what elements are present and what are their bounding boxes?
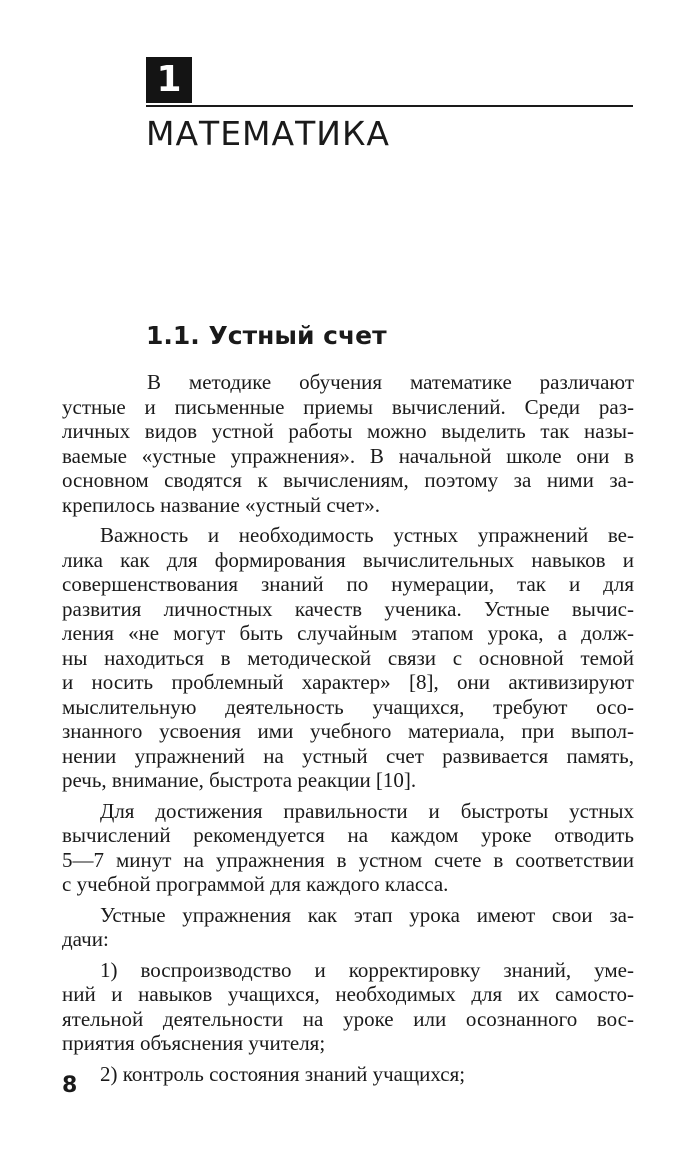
text-line: речь, внимание, быстрота реакции [10]. — [62, 768, 417, 792]
text-line: знанного усвоения ими учебного материала, при выпол- — [62, 719, 634, 743]
chapter-title: МАТЕМАТИКА — [146, 114, 390, 153]
text-line: крепилось название «устный счет». — [62, 492, 381, 517]
text-line: Важность и необходимость устных упражнений ве- — [100, 523, 634, 547]
text-line: и носить проблемный характер» [8], они активизируют — [62, 670, 634, 694]
text-line: 1) воспроизводство и корректировку знаний, уме- — [100, 957, 634, 982]
text-line: ваемые «устные упражнения». В начальной школе они в — [62, 443, 634, 468]
chapter-rule — [146, 105, 633, 107]
text-line: основном сводятся к вычислениям, поэтому за ними за- — [62, 468, 634, 492]
text-line: совершенствования знаний по нумерации, так и для — [62, 572, 634, 596]
text-line: 5—7 минут на упражнения в устном счете в соответствии — [62, 847, 634, 872]
chapter-number-badge: 1 — [146, 57, 192, 103]
text-line: ний и навыков учащихся, необходимых для их самосто- — [62, 982, 634, 1006]
text-line: Для достижения правильности и быстроты устных — [100, 798, 634, 823]
text-line: ятельной деятельности на уроке или осознанного вос- — [62, 1006, 634, 1031]
text-line: В методике обучения математике различают — [147, 370, 634, 394]
text-line: 2) контроль состояния знаний учащихся; — [100, 1061, 466, 1086]
text-line: мыслительную деятельность учащихся, требуют осо- — [62, 694, 634, 719]
paragraph — [62, 370, 634, 517]
text-line: дачи: — [62, 927, 109, 951]
text-line: личных видов устной работы можно выделить так назы- — [62, 419, 634, 443]
paragraph — [62, 523, 634, 793]
text-line: Устные упражнения как этап урока имеют свои за- — [100, 902, 634, 927]
list-item — [62, 958, 634, 1056]
text-line: приятия объяснения учителя; — [62, 1031, 326, 1055]
body-text — [62, 370, 634, 1086]
text-line: ны находиться в методической связи с основной темой — [62, 645, 634, 670]
text-line: устные и письменные приемы вычислений. Среди раз- — [62, 394, 634, 419]
page-number: 8 — [62, 1073, 78, 1098]
section-title: 1.1. Устный счет — [146, 321, 387, 350]
paragraph — [62, 903, 634, 952]
paragraph — [62, 799, 634, 897]
text-line: ления «не могут быть случайным этапом урока, а долж- — [62, 621, 634, 645]
text-line: нении упражнений на устный счет развивается память, — [62, 743, 634, 768]
text-line: вычислений рекомендуется на каждом уроке отводить — [62, 823, 634, 847]
text-line: развития личностных качеств ученика. Устные вычис- — [62, 596, 634, 621]
text-line: с учебной программой для каждого класса. — [62, 872, 449, 896]
list-item — [62, 1062, 634, 1087]
text-line: лика как для формирования вычислительных навыков и — [62, 547, 634, 572]
